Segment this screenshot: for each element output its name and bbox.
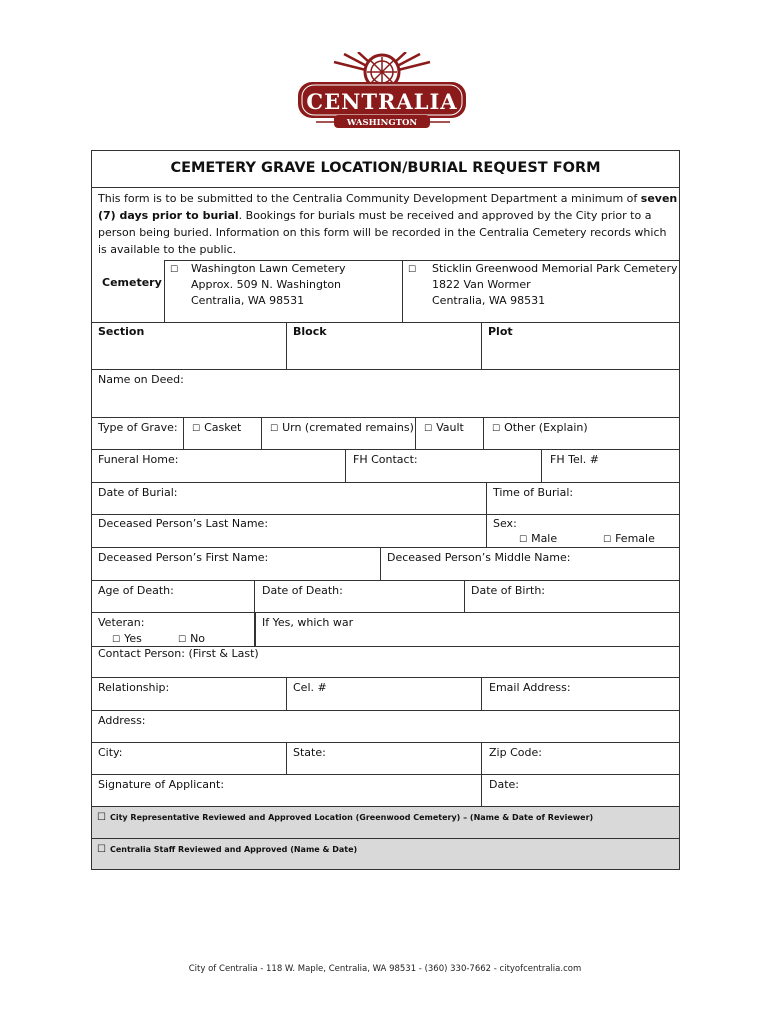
date-of-birth-field[interactable]: [465, 581, 679, 612]
deed-row[interactable]: [92, 370, 679, 418]
email-field[interactable]: [482, 678, 679, 710]
checkbox-rep-reviewed[interactable]: ☐: [97, 812, 106, 823]
address-label: Address:: [98, 714, 146, 727]
form-title: CEMETERY GRAVE LOCATION/BURIAL REQUEST FORM: [170, 160, 601, 176]
cemetery-2-address: 1822 Van Wormer: [432, 278, 531, 291]
contact-person-row[interactable]: [92, 647, 679, 678]
rep-review-row[interactable]: [92, 807, 679, 839]
location-row: [92, 323, 679, 370]
signature-row: [92, 775, 679, 807]
first-name-row: [92, 548, 679, 581]
checkbox-female[interactable]: ☐: [603, 535, 612, 545]
checkbox-urn[interactable]: ☐: [270, 424, 279, 434]
other-label: Other (Explain): [504, 421, 588, 434]
signature-field[interactable]: [92, 775, 482, 806]
address-row[interactable]: [92, 711, 679, 743]
cel-label: Cel. #: [293, 681, 327, 694]
male-label: Male: [531, 532, 558, 545]
checkbox-vault[interactable]: ☐: [424, 424, 433, 434]
last-name-row: [92, 515, 679, 548]
zip-label: Zip Code:: [489, 746, 542, 759]
staff-reviewed-label: Centralia Staff Reviewed and Approved (Name & Date): [109, 845, 358, 854]
option-urn[interactable]: [262, 418, 416, 449]
centralia-logo: [294, 52, 470, 132]
time-of-burial-field[interactable]: [487, 483, 679, 514]
plot-field[interactable]: [482, 323, 679, 369]
checkbox-male[interactable]: ☐: [519, 535, 528, 545]
checkbox-yes[interactable]: ☐: [112, 635, 121, 645]
time-of-burial-label: Time of Burial:: [493, 486, 574, 499]
last-name-field[interactable]: [92, 515, 487, 547]
option-yes[interactable]: [112, 632, 142, 647]
type-of-grave-label: Type of Grave:: [98, 421, 178, 434]
logo-name: CENTRALIA: [306, 89, 458, 114]
cemetery-row: [92, 260, 679, 323]
date-of-burial-label: Date of Burial:: [98, 486, 178, 499]
block-label: Block: [293, 325, 327, 338]
burial-request-form: [91, 150, 680, 870]
which-war-field[interactable]: [255, 613, 679, 647]
logo-state: WASHINGTON: [346, 118, 418, 128]
sex-label: Sex:: [493, 517, 517, 530]
signature-label: Signature of Applicant:: [98, 778, 225, 791]
date-of-death-field[interactable]: [255, 581, 465, 612]
date-of-burial-field[interactable]: [92, 483, 487, 514]
fh-tel-label: FH Tel. #: [550, 453, 599, 466]
option-male[interactable]: [519, 532, 557, 547]
cemetery-option-sticklin[interactable]: [403, 260, 679, 322]
casket-label: Casket: [204, 421, 242, 434]
option-no[interactable]: [178, 632, 205, 647]
name-on-deed-label: Name on Deed:: [98, 373, 184, 386]
cemetery-2-city: Centralia, WA 98531: [432, 294, 546, 307]
cemetery-2-name: Sticklin Greenwood Memorial Park Cemetery: [432, 262, 678, 275]
veteran-label: Veteran:: [98, 616, 145, 629]
option-casket[interactable]: [184, 418, 262, 449]
block-field[interactable]: [287, 323, 482, 369]
cemetery-option-washington[interactable]: [165, 260, 403, 322]
checkbox-sticklin-greenwood[interactable]: ☐: [408, 265, 417, 275]
grave-type-row: [92, 418, 679, 450]
checkbox-casket[interactable]: ☐: [192, 424, 201, 434]
date-field[interactable]: [482, 775, 679, 806]
date-label: Date:: [489, 778, 519, 791]
relationship-row: [92, 678, 679, 711]
dates-row: [92, 581, 679, 613]
checkbox-washington-lawn[interactable]: ☐: [170, 265, 179, 275]
cemetery-label: Cemetery: [102, 276, 162, 289]
relationship-label: Relationship:: [98, 681, 170, 694]
rep-reviewed-label: City Representative Reviewed and Approved Location (Greenwood Cemetery) – (Name & Date of Reviewer): [109, 813, 594, 822]
email-label: Email Address:: [489, 681, 571, 694]
section-label: Section: [98, 325, 145, 338]
state-label: State:: [293, 746, 326, 759]
checkbox-no[interactable]: ☐: [178, 635, 187, 645]
age-of-death-label: Age of Death:: [98, 584, 174, 597]
zip-field[interactable]: [482, 743, 679, 774]
age-of-death-field[interactable]: [92, 581, 255, 612]
first-name-field[interactable]: [92, 548, 381, 580]
vault-label: Vault: [436, 421, 464, 434]
veteran-row: [92, 613, 679, 647]
section-field[interactable]: [92, 323, 287, 369]
middle-name-label: Deceased Person’s Middle Name:: [387, 551, 571, 564]
footer: City of Centralia - 118 W. Maple, Centralia, WA 98531 - (360) 330-7662 - cityofcentralia.com: [188, 964, 582, 974]
checkbox-staff-reviewed[interactable]: ☐: [97, 844, 106, 855]
funeral-home-row: [92, 450, 679, 483]
staff-review-row[interactable]: [92, 839, 679, 869]
female-label: Female: [615, 532, 655, 545]
plot-label: Plot: [488, 325, 513, 338]
last-name-label: Deceased Person’s Last Name:: [98, 517, 269, 530]
burial-date-row: [92, 483, 679, 515]
middle-name-field[interactable]: [381, 548, 679, 580]
cemetery-1-address: Approx. 509 N. Washington: [191, 278, 342, 291]
checkbox-other[interactable]: ☐: [492, 424, 501, 434]
date-of-death-label: Date of Death:: [262, 584, 343, 597]
option-female[interactable]: [603, 532, 655, 547]
fh-tel-field[interactable]: [542, 450, 679, 482]
yes-label: Yes: [124, 632, 142, 645]
cemetery-1-city: Centralia, WA 98531: [191, 294, 305, 307]
funeral-home-field[interactable]: [92, 450, 346, 482]
cemetery-1-name: Washington Lawn Cemetery: [191, 262, 346, 275]
no-label: No: [190, 632, 206, 645]
first-name-label: Deceased Person’s First Name:: [98, 551, 269, 564]
funeral-home-label: Funeral Home:: [98, 453, 179, 466]
cel-field[interactable]: [287, 678, 482, 710]
date-of-birth-label: Date of Birth:: [471, 584, 546, 597]
option-vault[interactable]: [416, 418, 484, 449]
city-field[interactable]: [92, 743, 287, 774]
city-row: [92, 743, 679, 775]
title-row: [92, 151, 679, 188]
fh-contact-field[interactable]: [346, 450, 542, 482]
state-field[interactable]: [287, 743, 482, 774]
fh-contact-label: FH Contact:: [353, 453, 418, 466]
option-other[interactable]: [484, 418, 679, 449]
intro-text: This form is to be submitted to the Centralia Community Development Department a minimum of seven (7) days prior to burial. Bookings for burials must be received and approved by the City prior to a person being buried. Information on this form will be recorded in the Centralia Cemetery records which is available to the public.: [98, 192, 678, 256]
contact-person-label: Contact Person: (First & Last): [98, 647, 259, 660]
urn-label: Urn (cremated remains): [282, 421, 414, 434]
which-war-label: If Yes, which war: [262, 616, 354, 629]
sex-field: [487, 515, 679, 547]
relationship-field[interactable]: [92, 678, 287, 710]
intro-row: [92, 188, 679, 260]
city-label: City:: [98, 746, 123, 759]
